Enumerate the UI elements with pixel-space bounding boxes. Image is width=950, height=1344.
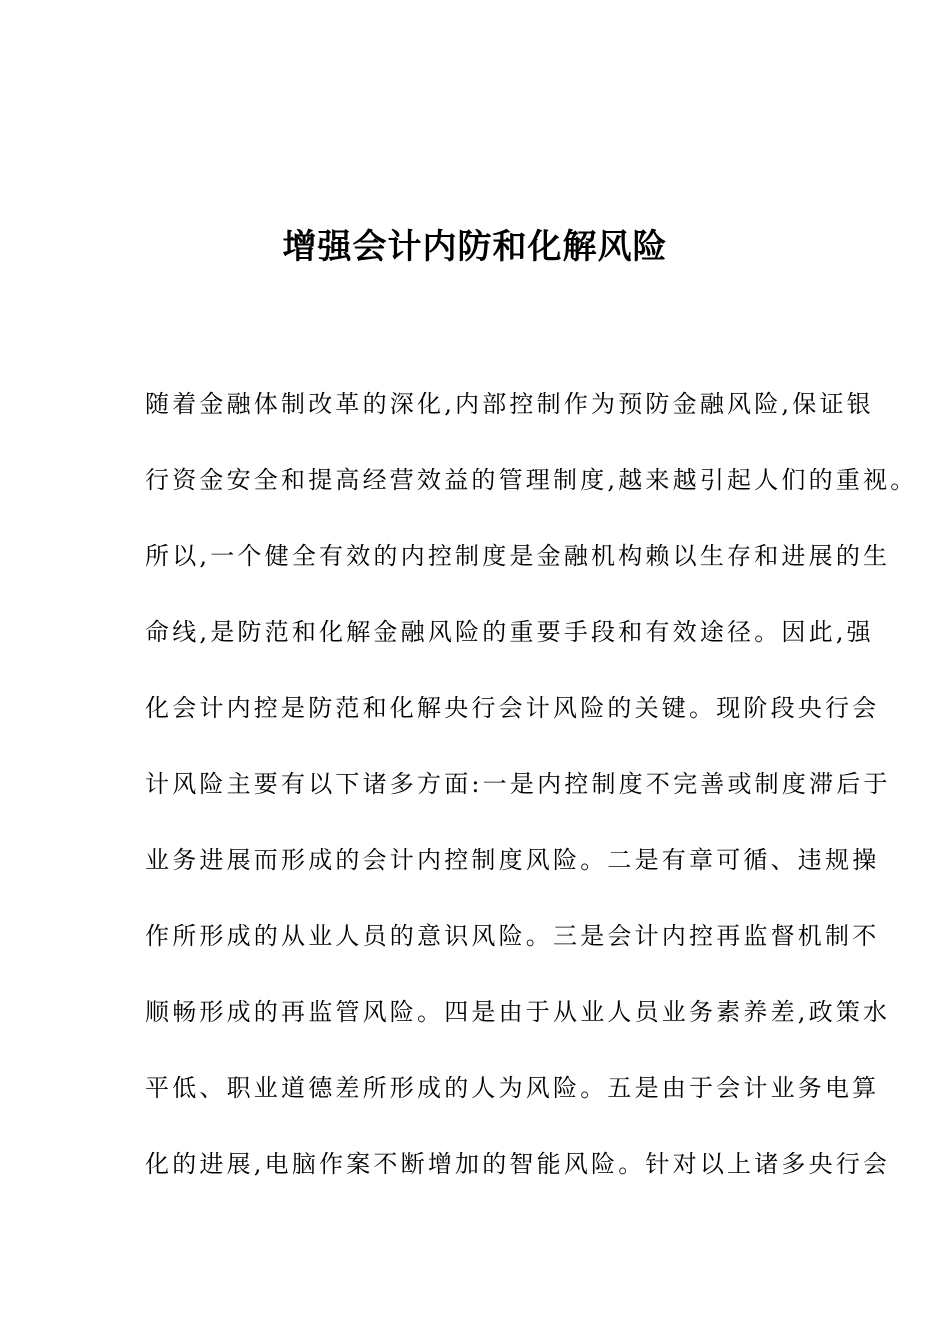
text-line: 平低、职业道德差所形成的人为风险。五是由于会计业务电算 <box>145 1074 880 1102</box>
text-line: 作所形成的从业人员的意识风险。三是会计内控再监督机制不 <box>145 922 880 950</box>
text-line: 计风险主要有以下诸多方面:一是内控制度不完善或制度滞后于 <box>145 770 891 798</box>
document-title: 增强会计内防和化解风险 <box>282 227 668 267</box>
text-line: 随着金融体制改革的深化,内部控制作为预防金融风险,保证银 <box>145 390 874 418</box>
text-line: 化会计内控是防范和化解央行会计风险的关键。现阶段央行会 <box>145 694 880 722</box>
text-line: 化的进展,电脑作案不断增加的智能风险。针对以上诸多央行会 <box>145 1150 891 1178</box>
text-line: 命线,是防范和化解金融风险的重要手段和有效途径。因此,强 <box>145 618 874 646</box>
text-line: 业务进展而形成的会计内控制度风险。二是有章可循、违规操 <box>145 846 880 874</box>
text-line: 行资金安全和提高经营效益的管理制度,越来越引起人们的重视。 <box>145 466 918 494</box>
text-line: 顺畅形成的再监管风险。四是由于从业人员业务素养差,政策水 <box>145 998 891 1026</box>
text-line: 所以,一个健全有效的内控制度是金融机构赖以生存和进展的生 <box>145 542 891 570</box>
body-paragraph <box>145 384 918 1220</box>
